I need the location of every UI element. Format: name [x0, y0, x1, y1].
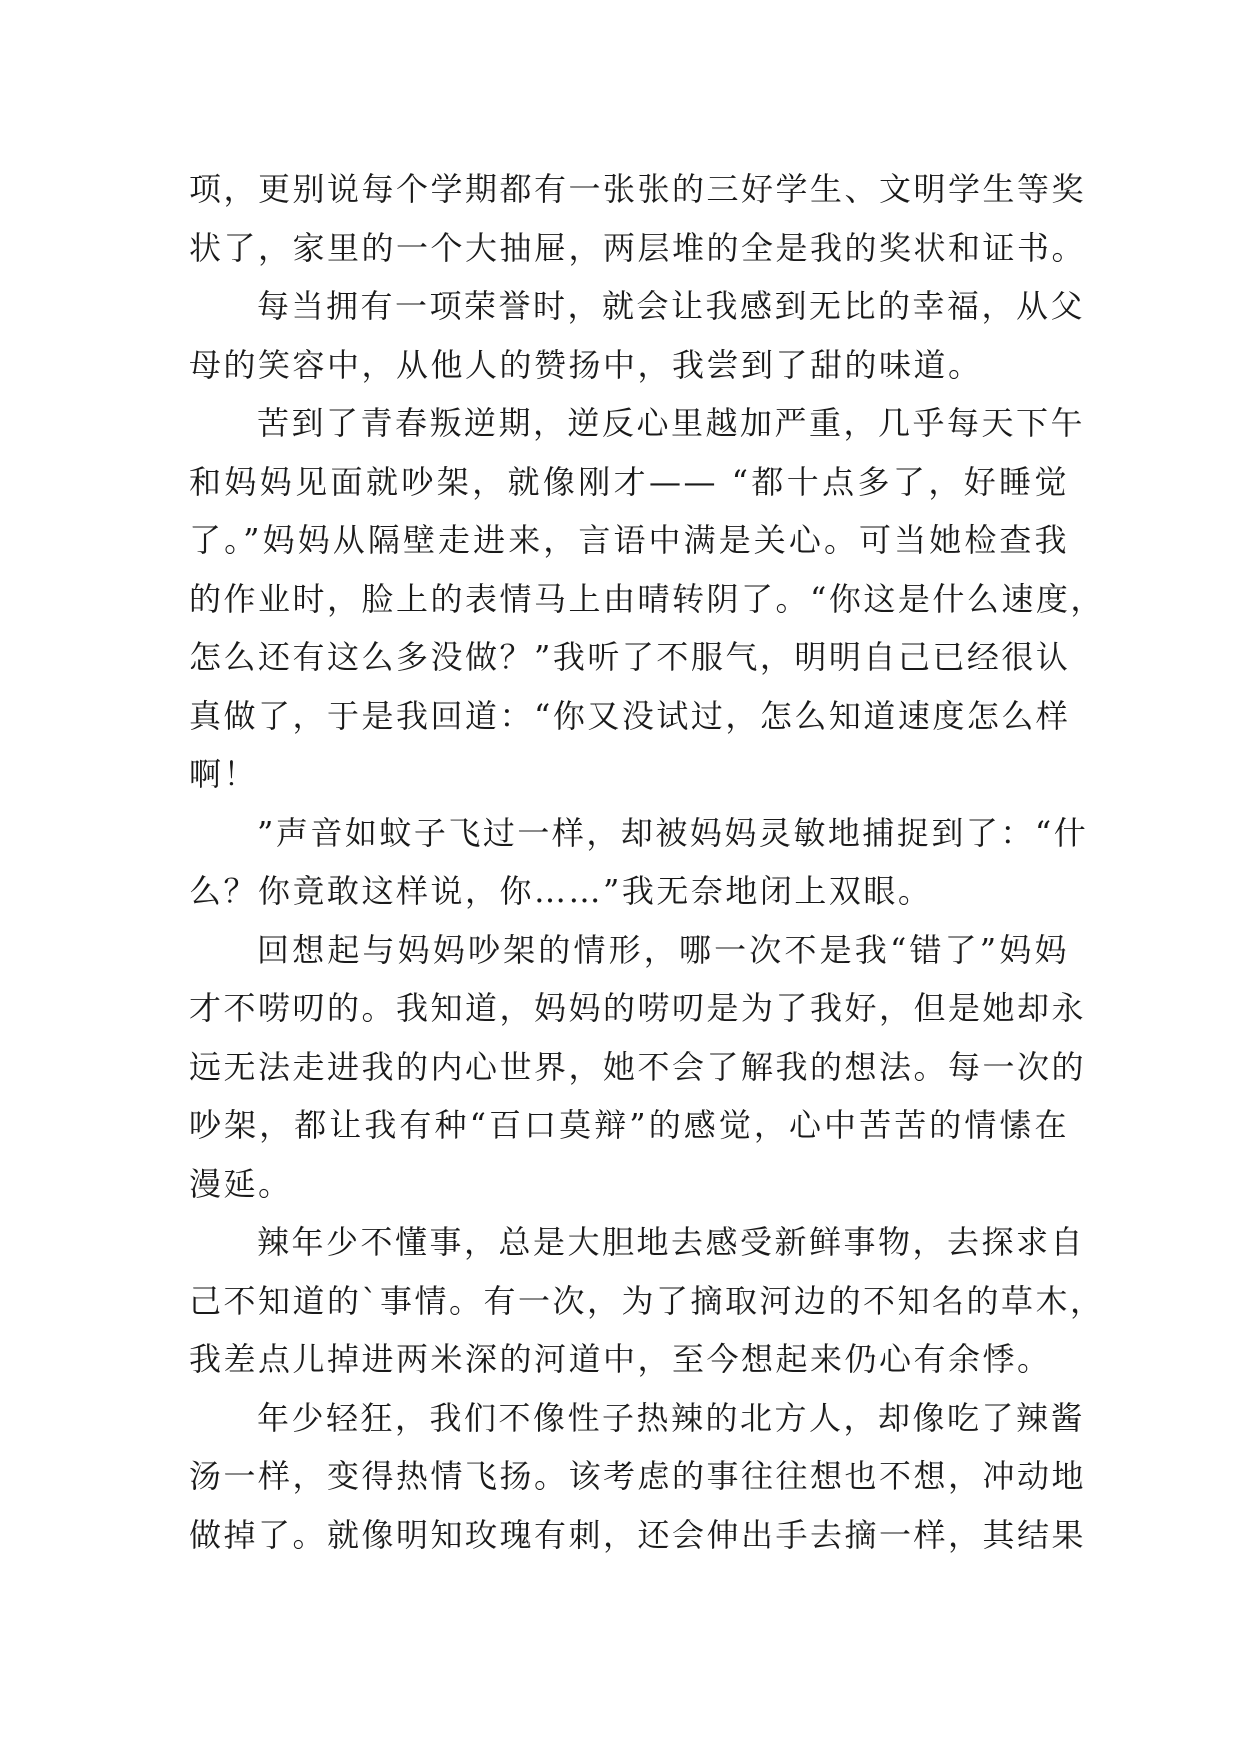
text-line: 母的笑容中，从他人的赞扬中，我尝到了甜的味道。	[189, 345, 983, 384]
text-line: 了。”妈妈从隔壁走进来，言语中满是关心。可当她检查我	[189, 521, 1069, 559]
text-line: 才不唠叨的。我知道，妈妈的唠叨是为了我好，但是她却永	[189, 989, 1087, 1027]
text-line: 和妈妈见面就吵架，就像刚才—— “都十点多了，好睡觉	[189, 462, 1069, 501]
text-line: 回想起与妈妈吵架的情形，哪一次不是我“错了”妈妈	[257, 930, 1069, 969]
text-line: 远无法走进我的内心世界，她不会了解我的想法。每一次的	[189, 1047, 1087, 1086]
essay-body	[189, 160, 1105, 1564]
text-line: 真做了，于是我回道：“你又没试过，怎么知道速度怎么样	[189, 696, 1071, 735]
text-line: 的作业时，脸上的表情马上由晴转阴了。“你这是什么速度，	[189, 579, 1105, 618]
text-line: 漫延。	[189, 1164, 293, 1203]
text-line: 项，更别说每个学期都有一张张的三好学生、文明学生等奖	[189, 170, 1087, 208]
text-line: 怎么还有这么多没做？”我听了不服气，明明自己已经很认	[189, 638, 1071, 676]
text-line: 状了，家里的一个大抽屉，两层堆的全是我的奖状和证书。	[189, 228, 1087, 267]
text-line: 我差点儿掉进两米深的河道中，至今想起来仍心有余悸。	[189, 1340, 1052, 1378]
text-line: 么？你竟敢这样说，你……”我无奈地闭上双眼。	[189, 872, 933, 910]
text-line: 吵架，都让我有种“百口莫辩”的感觉，心中苦苦的情愫在	[189, 1106, 1069, 1144]
text-line: 辣年少不懂事，总是大胆地去感受新鲜事物，去探求自	[257, 1223, 1086, 1261]
text-line: 啊！	[189, 755, 259, 793]
text-line: 每当拥有一项荣誉时，就会让我感到无比的幸福，从父	[257, 287, 1086, 325]
text-line: 己不知道的`事情。有一次，为了摘取河边的不知名的草木，	[189, 1281, 1105, 1320]
text-line: 苦到了青春叛逆期，逆反心里越加严重，几乎每天下午	[257, 404, 1086, 442]
text-line: ”声音如蚊子飞过一样，却被妈妈灵敏地捕捉到了：“什	[257, 813, 1089, 852]
text-line: 做掉了。就像明知玫瑰有刺，还会伸出手去摘一样，其结果	[189, 1515, 1087, 1554]
text-line: 汤一样，变得热情飞扬。该考虑的事往往想也不想，冲动地	[189, 1457, 1087, 1495]
text-line: 年少轻狂，我们不像性子热辣的北方人，却像吃了辣酱	[257, 1398, 1086, 1437]
